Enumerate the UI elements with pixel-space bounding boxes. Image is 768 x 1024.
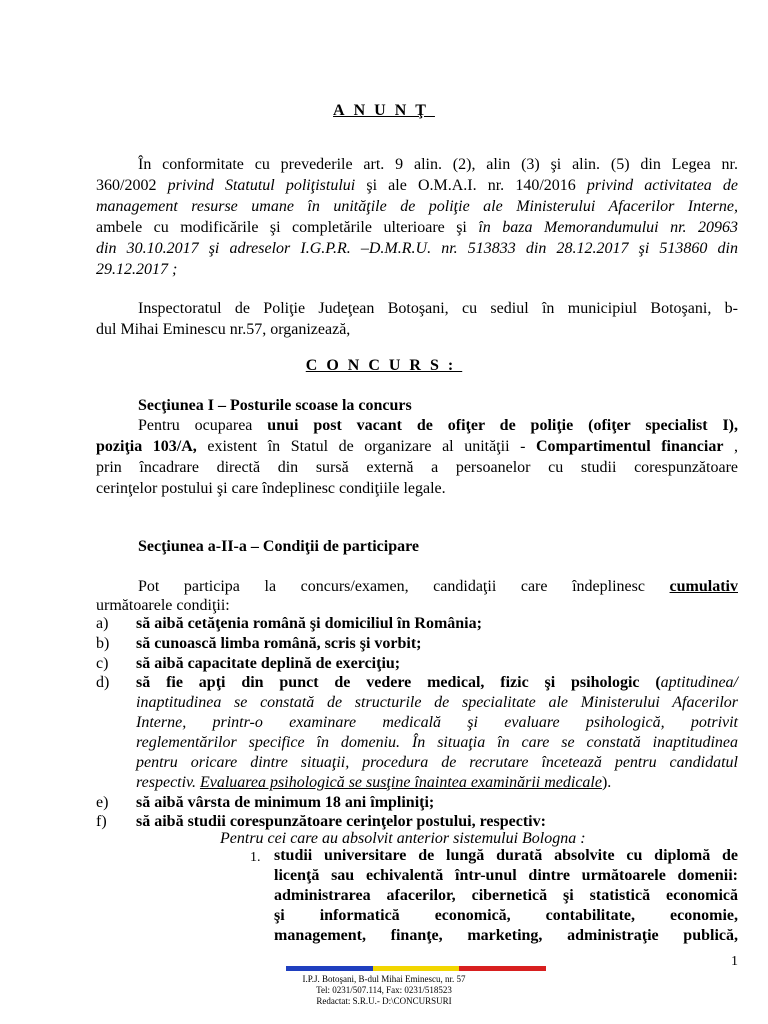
footer-editor: Redactat: S.R.U.- D:\CONCURSURI — [316, 996, 452, 1006]
sec1-text-2: existent în Statul de organizare al unităţii - — [196, 438, 536, 455]
sec1-text: Pentru ocuparea — [138, 417, 268, 434]
order-italic: privind activitatea de — [586, 177, 739, 194]
psych-eval-note: Evaluarea psihologică se susţine înaintea examinării medicale — [199, 774, 602, 791]
law-italic: privind Statutul poliţistului — [167, 177, 356, 194]
intro-line-4 — [96, 218, 738, 238]
list-item-d-line-2: inaptitudinea se constată de structurile de specialitate ale Ministerului Afacerilor — [136, 694, 738, 711]
position-code: poziţia 103/A, — [96, 438, 197, 455]
footer-phone: Tel: 0231/507.114, Fax: 0231/518523 — [316, 985, 452, 995]
punctuation: , — [723, 438, 739, 455]
cumulativ-word: cumulativ — [669, 578, 738, 595]
sec1-line-1 — [138, 416, 738, 436]
list-item-e: să aibă vârsta de minimum 18 ani împliniţi; — [136, 794, 435, 811]
punctuation: ). — [601, 774, 612, 791]
intro-line-2 — [96, 176, 738, 196]
flag-yellow — [373, 966, 460, 971]
list-item-d-line-1 — [136, 673, 738, 693]
sec1-line-4: cerinţelor postului şi care îndeplinesc condiţiile legale. — [96, 480, 446, 497]
studies-line-2: licenţă sau echivalentă într-unul dintre următoarele domenii: — [274, 867, 738, 884]
sec2-para-line-1 — [138, 577, 738, 597]
amendments-text: ambele cu modificările şi completările ulterioare şi — [96, 219, 479, 236]
sec2-para-line-2: următoarele condiţii: — [96, 597, 230, 614]
list-marker: b) — [96, 635, 110, 652]
list-marker: e) — [96, 794, 109, 811]
department-name: Compartimentul financiar — [536, 438, 724, 455]
order-ref: şi ale O.M.A.I. nr. 140/2016 — [355, 177, 587, 194]
post-description: unui post vacant de ofiţer de poliţie (ofiţer specialist I), — [267, 417, 739, 434]
concurs-title: CONCURS: — [305, 357, 463, 374]
anunt-title: ANUNŢ — [333, 102, 435, 119]
bologna-subheading: Pentru cei care au absolvit anterior sistemului Bologna : — [220, 830, 586, 847]
intro-line-1: În conformitate cu prevederile art. 9 alin. (2), alin (3) şi alin. (5) din Legea nr. — [138, 156, 738, 173]
studies-line-4: şi informatică economică, contabilitate, economie, — [274, 907, 738, 924]
memorandum-text: în baza Memorandumului nr. 20963 — [478, 219, 739, 236]
section-2-heading: Secţiunea a-II-a – Condiţii de participare — [138, 538, 420, 555]
list-item-d-line-3: Interne, printr-o examinare medicală şi evaluare psihologică, potrivit — [136, 714, 738, 731]
list-marker: c) — [96, 655, 109, 672]
footer-flag-bar — [286, 966, 546, 971]
list-marker: d) — [96, 674, 110, 691]
org-line-2: dul Mihai Eminescu nr.57, organizează, — [96, 321, 351, 338]
sec1-line-2 — [96, 437, 738, 457]
item-d-italic: aptitudinea/ — [660, 674, 738, 691]
list-item-f: să aibă studii corespunzătoare cerinţelor postului, respectiv: — [136, 813, 546, 830]
list-marker: 1. — [250, 850, 261, 865]
list-item-d-line-6 — [136, 773, 738, 793]
item-d-text: respectiv. — [136, 774, 200, 791]
studies-line-3: administrarea afacerilor, cibernetică şi statistică economică — [274, 887, 738, 904]
intro-line-5: din 30.10.2017 şi adreselor I.G.P.R. –D.M.R.U. nr. 513833 din 28.12.2017 şi 513860 din — [96, 240, 738, 257]
org-line-1: Inspectoratul de Poliţie Judeţean Botoşani, cu sediul în municipiul Botoşani, b- — [138, 300, 738, 317]
sec2-text: Pot participa la concurs/examen, candidaţii care îndeplinesc — [138, 578, 670, 595]
page-number: 1 — [731, 954, 738, 969]
footer-address: I.P.J. Botoşani, B-dul Mihai Eminescu, nr. 57 — [302, 974, 466, 984]
list-item-d-line-5: pentru oricare dintre situaţii, procedura de recrutare încetează pentru candidatul — [136, 754, 738, 771]
list-marker: a) — [96, 615, 109, 632]
flag-blue — [286, 966, 373, 971]
section-1-heading: Secţiunea I – Posturile scoase la concurs — [138, 397, 412, 414]
item-d-text: să fie apţi din punct de vedere medical, fizic şi psihologic ( — [136, 674, 661, 691]
list-item: să aibă cetăţenia română şi domiciliul în România; — [136, 615, 482, 632]
flag-red — [459, 966, 546, 971]
list-item-d-line-4: reglementărilor specifice în domeniu. În situaţia în care se constată inaptitudinea — [136, 734, 738, 751]
intro-line-3: management resurse umane în unităţile de poliţie ale Ministerului Afacerilor Interne, — [96, 198, 738, 215]
studies-line-1: studii universitare de lungă durată absolvite cu diplomă de — [274, 847, 738, 864]
studies-line-5: management, finanţe, marketing, administraţie publică, — [274, 927, 738, 944]
list-marker: f) — [96, 813, 107, 830]
law-ref: 360/2002 — [96, 177, 168, 194]
list-item: să aibă capacitate deplină de exerciţiu; — [136, 655, 401, 672]
sec1-line-3: prin încadrare directă din sursă externă a persoanelor cu studii corespunzătoare — [96, 459, 738, 476]
intro-line-6: 29.12.2017 ; — [96, 261, 178, 278]
list-item: să cunoască limba română, scris şi vorbit; — [136, 635, 422, 652]
